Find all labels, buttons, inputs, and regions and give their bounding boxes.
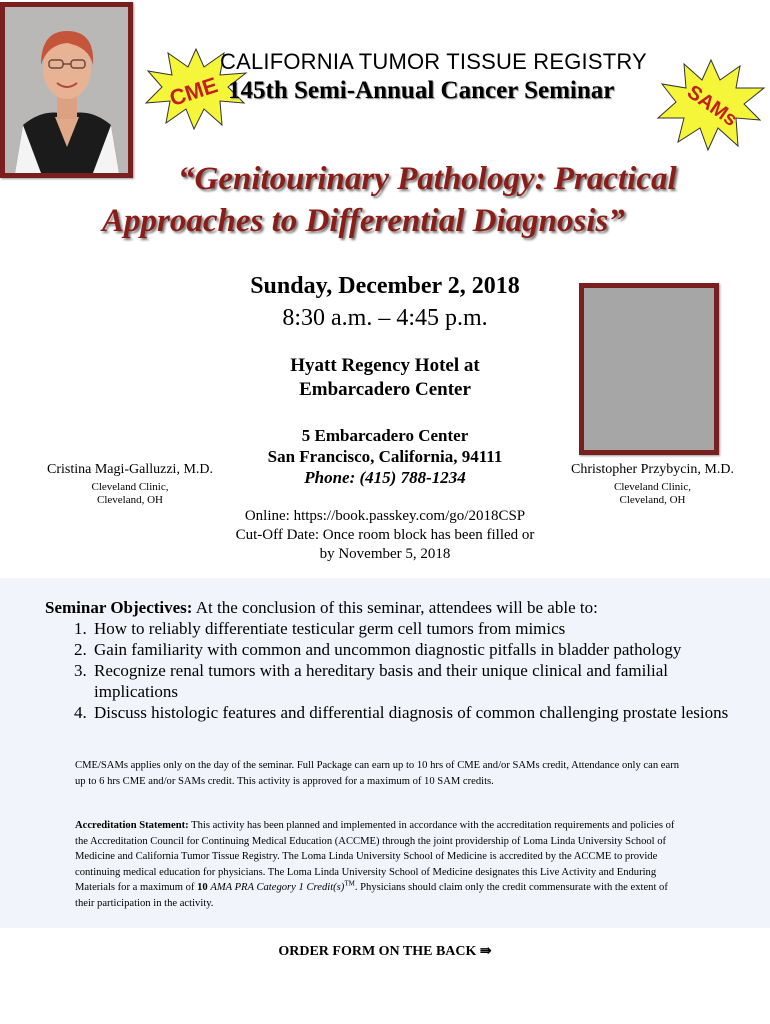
venue-line2: Embarcadero Center [299,379,471,400]
booking-link[interactable]: Online: https://book.passkey.com/go/2018CSP [244,508,526,524]
sams-badge-label: SAMs [682,81,742,131]
objective-item: 4. Discuss histologic features and differential diagnosis of common challenging prostate lesions [91,702,745,723]
accreditation-text-2: . Physicians should claim only the credit commensurate with the extent of their participation in the activity. [75,882,668,909]
registry-name: CALIFORNIA TUMOR TISSUE REGISTRY [220,49,647,74]
speaker-affiliation-line2: Cleveland, OH [619,494,686,506]
seminar-title-line1: “Genitourinary Pathology: Practical [178,161,677,197]
accreditation-statement [75,818,685,911]
speaker-affiliation-line1: Cleveland Clinic, [91,481,169,493]
order-form-note: ORDER FORM ON THE BACK ⇛ [278,944,492,959]
address-line1: 5 Embarcadero Center [301,426,469,445]
accreditation-text-1: This activity has been planned and implemented in accordance with the accreditation requirements and policies of the Accreditation Council for Continuing Medical Education (ACCME) through the joint providership of Loma Linda University School of Medicine and California Tumor Tissue Registry. The Loma Linda University School of Medicine is accredited by the ACCME to provide continuing medical education for physicians. The Loma Linda University School of Medicine designates this Live Activity and Enduring Materials for a maximum of [75,820,675,893]
venue-address [200,425,570,488]
seminar-objectives [45,597,745,723]
speaker-photo-left [0,2,133,178]
seminar-title [60,158,740,242]
speaker-right [565,462,740,507]
event-date: Sunday, December 2, 2018 [250,273,520,299]
accreditation-credit-count: 10 [197,882,208,893]
sams-badge [656,58,766,152]
cutoff-line1: Cut-Off Date: Once room block has been filled or [235,527,535,543]
cutoff-line2: by November 5, 2018 [319,546,451,562]
seminar-title-line2: Approaches to Differential Diagnosis” [102,203,625,239]
speaker-name: Cristina Magi-Galluzzi, M.D. [46,462,214,477]
speaker-affiliation [565,481,740,507]
booking-info [200,507,570,564]
speaker-photo-right [579,283,719,455]
address-line2: San Francisco, California, 94111 [267,447,503,466]
venue-line1: Hyatt Regency Hotel at [290,355,480,376]
speaker-affiliation [30,481,230,507]
speaker-name: Christopher Przybycin, M.D. [571,462,734,477]
objectives-list [91,618,745,723]
speaker-portrait [5,7,128,173]
accreditation-label: Accreditation Statement: [75,820,189,831]
trademark: TM [344,879,355,888]
speaker-affiliation-line2: Cleveland, OH [97,494,163,506]
objective-item: 2. Gain familiarity with common and uncommon diagnostic pitfalls in bladder pathology [91,639,745,660]
seminar-name: 145th Semi-Annual Cancer Seminar [228,77,615,104]
venue-phone: Phone: (415) 788-1234 [304,468,466,487]
cme-badge-label: CME [166,72,221,112]
objectives-intro: At the conclusion of this seminar, attendees will be able to: [192,598,598,617]
accreditation-credit-name: AMA PRA Category 1 Credit(s) [210,882,345,893]
objective-item: 3. Recognize renal tumors with a hereditary basis and their unique clinical and familial implications [91,660,745,702]
speaker-left [30,462,230,507]
speaker-affiliation-line1: Cleveland Clinic, [614,481,691,493]
venue [200,354,570,402]
objective-item: 1. How to reliably differentiate testicular germ cell tumors from mimics [91,618,745,639]
credits-note: CME/SAMs applies only on the day of the seminar. Full Package can earn up to 10 hrs of CME and/or SAMs credit, Attendance only can earn up to 6 hrs CME and/or SAMs credit. This activity is approved for a maximum of 10 SAM credits. [75,760,680,787]
event-time: 8:30 a.m. – 4:45 p.m. [282,305,488,331]
objectives-heading: Seminar Objectives: [45,598,193,617]
